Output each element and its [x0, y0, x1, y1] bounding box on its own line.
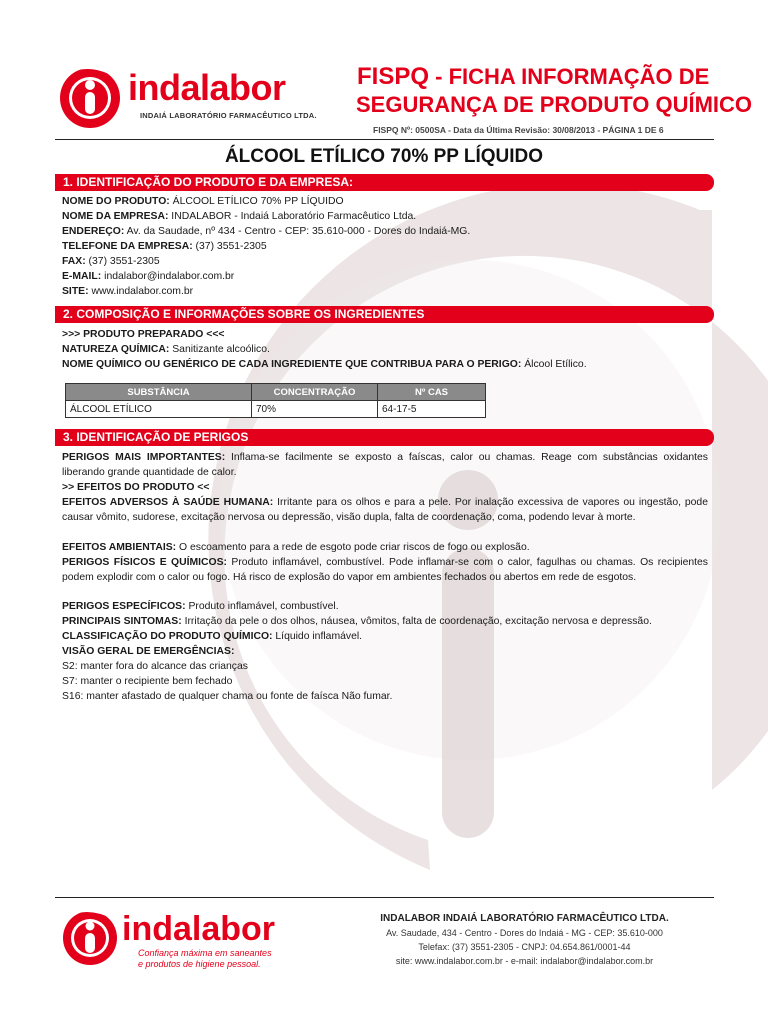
footer-brand-name: indalabor: [122, 910, 276, 948]
footer-logo: [60, 906, 310, 970]
section-3-heading: 3. IDENTIFICAÇÃO DE PERIGOS: [55, 429, 714, 446]
table-cell: ÁLCOOL ETÍLICO: [66, 401, 252, 418]
field-value: indalabor@indalabor.com.br: [101, 271, 235, 282]
prepared-product-label: >>> PRODUTO PREPARADO <<<: [62, 329, 225, 340]
column-header: SUBSTÂNCIA: [66, 384, 252, 401]
brand-subtitle: INDAIÁ LABORATÓRIO FARMACÊUTICO LTDA.: [140, 111, 317, 120]
phone-line: [62, 239, 267, 254]
field-value: Álcool Etílico.: [521, 359, 587, 370]
footer-slogan: [138, 948, 272, 970]
footer-address: Av. Saudade, 434 - Centro - Dores do Indaiá - MG - CEP: 35.610-000: [386, 928, 663, 938]
table-row: [66, 401, 486, 418]
classification-line: [62, 629, 362, 644]
field-label: EFEITOS AMBIENTAIS:: [62, 542, 177, 553]
site-line: [62, 284, 193, 299]
header-divider: [55, 139, 714, 140]
field-label: FAX:: [62, 256, 86, 267]
field-label: PERIGOS MAIS IMPORTANTES:: [62, 452, 226, 463]
safety-phrase-s7: S7: manter o recipiente bem fechado: [62, 676, 233, 687]
field-value: Sanitizante alcoólico.: [169, 344, 270, 355]
footer-divider: [55, 897, 714, 898]
field-label: NOME DO PRODUTO:: [62, 196, 170, 207]
field-value: Av. da Saudade, nº 434 - Centro - CEP: 35.610-000 - Dores do Indaiá-MG.: [124, 226, 471, 237]
environmental-effects-line: [62, 540, 530, 555]
health-effects-paragraph: [62, 495, 708, 525]
physical-hazards-paragraph: [62, 555, 708, 585]
table-cell: 64-17-5: [378, 401, 486, 418]
field-value: (37) 3551-2305: [85, 256, 160, 267]
field-value: www.indalabor.com.br: [88, 286, 194, 297]
footer-company-name: INDALABOR INDAIÁ LABORATÓRIO FARMACÊUTICO LTDA.: [380, 913, 669, 924]
field-label: EFEITOS ADVERSOS À SAÚDE HUMANA:: [62, 497, 274, 508]
table-cell: 70%: [252, 401, 378, 418]
field-label: PERIGOS FÍSICOS E QUÍMICOS:: [62, 557, 228, 568]
product-effects-label: >> EFEITOS DO PRODUTO <<: [62, 482, 210, 493]
footer-web: site: www.indalabor.com.br - e-mail: indalabor@indalabor.com.br: [395, 956, 654, 966]
main-symptoms-line: [62, 614, 652, 629]
fax-line: [62, 254, 160, 269]
field-value: (37) 3551-2305: [192, 241, 267, 252]
column-header: CONCENTRAÇÃO: [252, 384, 378, 401]
safety-phrase-s2: S2: manter fora do alcance das crianças: [62, 661, 248, 672]
address-line: [62, 224, 470, 239]
field-label: ENDEREÇO:: [62, 226, 125, 237]
field-label: NOME QUÍMICO OU GENÉRICO DE CADA INGREDIENTE QUE CONTRIBUA PARA O PERIGO:: [62, 359, 522, 370]
field-label: PERIGOS ESPECÍFICOS:: [62, 601, 186, 612]
document-type-title: [357, 64, 715, 90]
slogan-line: e produtos de higiene pessoal.: [138, 959, 261, 969]
safety-phrase-s16: S16: manter afastado de qualquer chama ou fonte de faísca Não fumar.: [62, 691, 393, 702]
title-line1-rest: - FICHA INFORMAÇÃO DE: [429, 64, 710, 89]
field-label: SITE:: [62, 286, 89, 297]
field-value: ÁLCOOL ETÍLICO 70% PP LÍQUIDO: [169, 196, 344, 207]
footer-contact: [352, 912, 697, 968]
chemical-nature-line: [62, 342, 270, 357]
column-header: Nº CAS: [378, 384, 486, 401]
field-value: Irritante para os olhos e para a pele. Por inalação excessiva de vapores ou ingestão, pode causar vômito, sudorese, excitação nervosa ou depressão, visão dupla, falta de coordenação, coma, podendo levar à morte.: [62, 497, 708, 523]
field-label: E-MAIL:: [62, 271, 102, 282]
field-value: INDALABOR - Indaiá Laboratório Farmacêutico Ltda.: [168, 211, 417, 222]
section-1-heading: 1. IDENTIFICAÇÃO DO PRODUTO E DA EMPRESA:: [55, 174, 714, 191]
ingredient-name-line: [62, 357, 587, 372]
brand-name: indalabor: [128, 67, 286, 108]
field-value: Produto inflamável, combustível. Pode inflamar-se com o calor, fagulhas ou chamas. Os recipientes podem explodir com o calor ou fogo. Há risco de explosão do vapor em ambientes fechados ou abertos em rede de esgotos.: [62, 557, 709, 583]
company-name-line: [62, 209, 416, 224]
field-label: NATUREZA QUÍMICA:: [62, 344, 170, 355]
company-logo: [58, 62, 348, 132]
specific-hazards-line: [62, 599, 339, 614]
section-2-heading: 2. COMPOSIÇÃO E INFORMAÇÕES SOBRE OS INGREDIENTES: [55, 306, 714, 323]
email-line: [62, 269, 234, 284]
field-label: TELEFONE DA EMPRESA:: [62, 241, 193, 252]
product-name-line: [62, 194, 344, 209]
main-hazards-paragraph: [62, 450, 708, 480]
emergency-overview-label: VISÃO GERAL DE EMERGÊNCIAS:: [62, 646, 235, 657]
field-label: NOME DA EMPRESA:: [62, 211, 169, 222]
substance-table: [65, 383, 486, 418]
revision-info: FISPQ Nº: 0500SA - Data da Última Revisão: 30/08/2013 - PÁGINA 1 DE 6: [373, 125, 664, 135]
footer-phone: Telefax: (37) 3551-2305 - CNPJ: 04.654.861/0001-44: [418, 942, 631, 952]
slogan-line: Confiança máxima em saneantes: [138, 948, 272, 958]
field-label: PRINCIPAIS SINTOMAS:: [62, 616, 182, 627]
field-label: CLASSIFICAÇÃO DO PRODUTO QUÍMICO:: [62, 631, 273, 642]
table-header-row: [66, 384, 486, 401]
field-value: O escoamento para a rede de esgoto pode criar riscos de fogo ou explosão.: [176, 542, 530, 553]
fispq-label: FISPQ: [357, 63, 430, 90]
document-type-title-line2: SEGURANÇA DE PRODUTO QUÍMICO: [356, 92, 753, 117]
field-value: Produto inflamável, combustível.: [185, 601, 339, 612]
logo-mark-icon: [58, 62, 124, 132]
field-value: Inflama-se facilmente se exposto a faíscas, calor ou chamas. Reage com substâncias oxidantes liberando grande quantidade de calor.: [62, 452, 709, 478]
logo-mark-icon: [60, 906, 120, 968]
field-value: Irritação da pele o dos olhos, náusea, vômitos, falta de coordenação, excitação nervosa e depressão.: [181, 616, 652, 627]
product-title: ÁLCOOL ETÍLICO 70% PP LÍQUIDO: [224, 146, 544, 167]
field-value: Líquido inflamável.: [272, 631, 363, 642]
